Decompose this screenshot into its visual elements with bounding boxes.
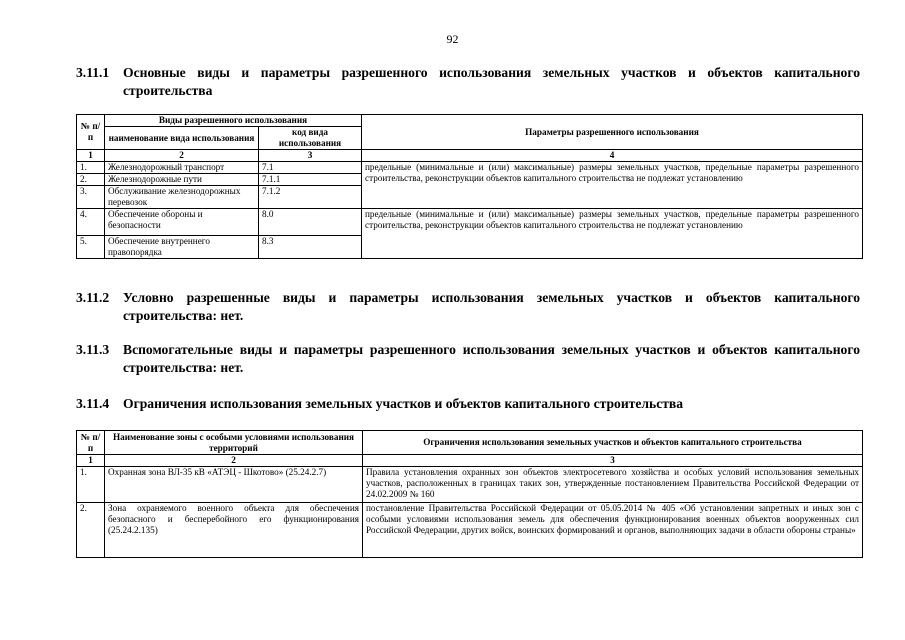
table-row: 2. Железнодорожные пути 7.1.1	[77, 174, 863, 186]
section-title: Условно разрешенные виды и параметры использования земельных участков и объектов капитального строительства: нет.	[123, 290, 860, 323]
col-header-name: наименование вида использования	[105, 127, 259, 150]
section-heading-3-11-1	[76, 64, 860, 100]
table-row: 1. Железнодорожный транспорт 7.1 предельные (минимальные и (или) максимальные) размеры земельных участков, предельные параметры разрешенного строительства, реконструкции объектов капитального строительства не подлежат установлению	[77, 162, 863, 174]
table-row: 1. Охранная зона ВЛ-35 кВ «АТЭЦ - Шкотово» (25.24.2.7) Правила установления охранных зон объектов электросетевого хозяйства и особых условий использования земельных участков, расположенных в границах таких зон, утвержденные постановлением Правительства Российской Федерации от 24.02.2009 № 160	[77, 467, 863, 503]
col-header-limits: Ограничения использования земельных участков и объектов капитального строительства	[363, 431, 863, 455]
table-row: 3. Обслуживание железнодорожных перевозок 7.1.2	[77, 186, 863, 209]
section-heading-3-11-4	[76, 395, 860, 413]
section-heading-3-11-2	[76, 289, 860, 325]
index-row: 1 2 3 4	[77, 150, 863, 162]
table-row: 5. Обеспечение внутреннего правопорядка 8.3	[77, 236, 863, 259]
col-header-num: № п/п	[77, 431, 105, 455]
section-heading-3-11-3	[76, 341, 860, 377]
col-header-zone: Наименование зоны с особыми условиями использования территорий	[105, 431, 363, 455]
section-title: Вспомогательные виды и параметры разрешенного использования земельных участков и объектов капитального строительства: нет.	[123, 342, 860, 375]
section-title: Основные виды и параметры разрешенного использования земельных участков и объектов капитального строительства	[123, 65, 860, 98]
col-header-group: Виды разрешенного использования	[105, 115, 362, 127]
col-header-num: № п/п	[77, 115, 105, 150]
page-number: 92	[446, 32, 459, 46]
permitted-use-table	[76, 114, 863, 259]
table-row: 4. Обеспечение обороны и безопасности 8.0 предельные (минимальные и (или) максимальные) размеры земельных участков, предельные параметры разрешенного строительства, реконструкции объектов капитального строительства не подлежат установлению	[77, 209, 863, 236]
restrictions-table	[76, 430, 863, 558]
table-row: 2. Зона охраняемого военного объекта для обеспечения безопасного и бесперебойного его функционирования (25.24.2.135) постановление Правительства Российской Федерации от 05.05.2014 № 405 «Об установлении запретных и иных зон с особыми условиями использования земель для обеспечения функционирования военных объектов вооруженных сил Российской Федерации, других войск, воинских формирований и органов, выполняющих задачи в области обороны страны»	[77, 503, 863, 558]
section-title: Ограничения использования земельных участков и объектов капитального строительства	[123, 396, 684, 411]
params-cell-group2: предельные (минимальные и (или) максимальные) размеры земельных участков, предельные параметры разрешенного строительства, реконструкции объектов капитального строительства не подлежат установлению	[362, 209, 863, 259]
section-number: 3.11.4	[76, 396, 110, 411]
section-number: 3.11.2	[76, 290, 110, 305]
section-number: 3.11.3	[76, 342, 110, 357]
col-header-code: код вида использования	[259, 127, 362, 150]
section-number: 3.11.1	[76, 65, 110, 80]
params-cell-group1: предельные (минимальные и (или) максимальные) размеры земельных участков, предельные параметры разрешенного строительства, реконструкции объектов капитального строительства не подлежат установлению	[362, 162, 863, 209]
index-row: 1 2 3	[77, 455, 863, 467]
col-header-params: Параметры разрешенного использования	[362, 115, 863, 150]
